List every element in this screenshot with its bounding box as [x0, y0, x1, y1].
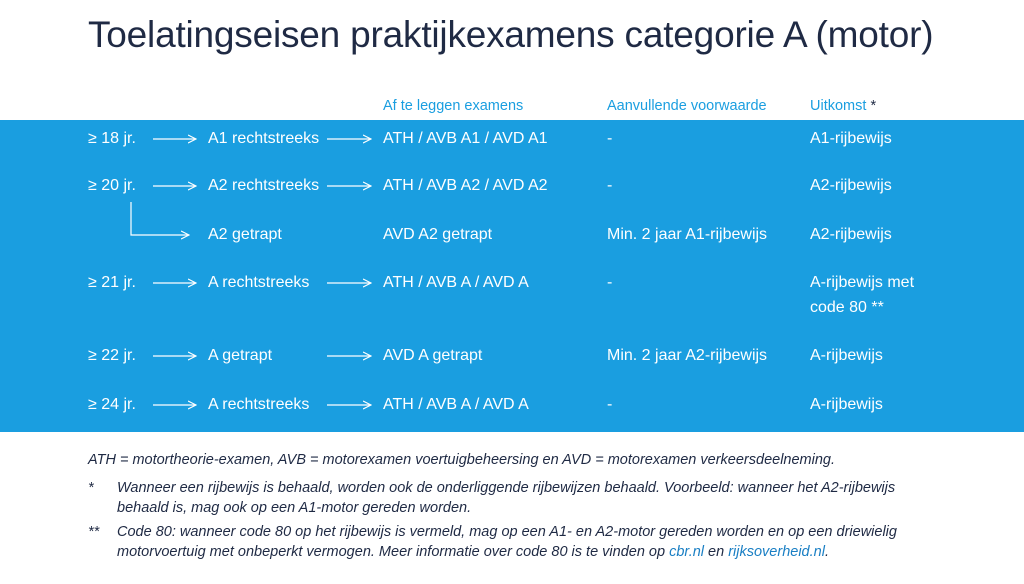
row-5-result: A-rijbewijs: [810, 347, 883, 364]
row-6-result: A-rijbewijs: [810, 396, 883, 413]
column-header-result-mark: *: [870, 98, 877, 114]
row-6-condition: -: [607, 396, 613, 413]
column-header-exams: Af te leggen examens: [383, 98, 524, 114]
footnote-2-line-2: [117, 542, 897, 562]
row-3-exams: AVD A2 getrapt: [383, 226, 493, 243]
abbreviation-legend: ATH = motortheorie-examen, AVB = motorexamen voertuigbeheersing en AVD = motorexamen verkeersdeelneming.: [88, 452, 835, 468]
row-2-condition: -: [607, 177, 613, 194]
row-1-exams: ATH / AVB A1 / AVD A1: [383, 130, 548, 147]
row-3-condition: Min. 2 jaar A1-rijbewijs: [607, 226, 768, 243]
row-2-route: A2 rechtstreeks: [208, 177, 320, 194]
footnote-1-line-2: behaald is, mag ook op een A1-motor gereden worden.: [117, 500, 472, 516]
row-4-age: ≥ 21 jr.: [88, 274, 136, 291]
row-5-condition: Min. 2 jaar A2-rijbewijs: [607, 347, 768, 364]
column-header-result-label: Uitkomst: [810, 98, 867, 114]
footnote-2-end: .: [824, 544, 829, 560]
footnote-2-line-2-text: motorvoertuig met onbeperkt vermogen. Meer informatie over code 80 is te vinden op: [117, 544, 666, 560]
row-5-route: A getrapt: [208, 347, 273, 364]
row-5-age: ≥ 22 jr.: [88, 347, 136, 364]
footnote-2: [117, 522, 897, 562]
row-1-route: A1 rechtstreeks: [208, 130, 320, 147]
footnote-1: [117, 478, 895, 518]
row-3-result: A2-rijbewijs: [810, 226, 892, 243]
column-header-conditions: Aanvullende voorwaarde: [607, 98, 767, 114]
row-1-condition: -: [607, 130, 613, 147]
row-6-exams: ATH / AVB A / AVD A: [383, 396, 529, 413]
rijksoverheid-link[interactable]: rijksoverheid.nl: [728, 544, 825, 560]
cbr-link[interactable]: cbr.nl: [669, 544, 705, 560]
row-1-age: ≥ 18 jr.: [88, 130, 136, 147]
footnote-1-mark: *: [88, 480, 94, 496]
row-2-exams: ATH / AVB A2 / AVD A2: [383, 177, 548, 194]
row-6-age: ≥ 24 jr.: [88, 396, 136, 413]
row-4-result-line2: code 80 **: [810, 299, 884, 316]
row-2-result: A2-rijbewijs: [810, 177, 892, 194]
row-4-exams: ATH / AVB A / AVD A: [383, 274, 529, 291]
footnote-2-and: en: [708, 544, 725, 560]
row-5-exams: AVD A getrapt: [383, 347, 483, 364]
row-6-route: A rechtstreeks: [208, 396, 310, 413]
row-4-condition: -: [607, 274, 613, 291]
footnote-2-line-1: Code 80: wanneer code 80 op het rijbewijs is vermeld, mag op een A1- en A2-motor gereden worden en op een driewielig: [117, 524, 897, 540]
footnote-1-line-1: Wanneer een rijbewijs is behaald, worden ook de onderliggende rijbewijzen behaald. Voorbeeld: wanneer het A2-rijbewijs: [117, 480, 896, 496]
row-1-result: A1-rijbewijs: [810, 130, 892, 147]
row-2-age: ≥ 20 jr.: [88, 177, 136, 194]
footnote-2-mark: **: [88, 524, 100, 540]
arrow-row-3-branch: [131, 202, 189, 235]
row-4-route: A rechtstreeks: [208, 274, 310, 291]
page-title: Toelatingseisen praktijkexamens categorie A (motor): [88, 14, 934, 55]
row-3-route: A2 getrapt: [208, 226, 282, 243]
row-4-result: A-rijbewijs met: [810, 274, 915, 291]
